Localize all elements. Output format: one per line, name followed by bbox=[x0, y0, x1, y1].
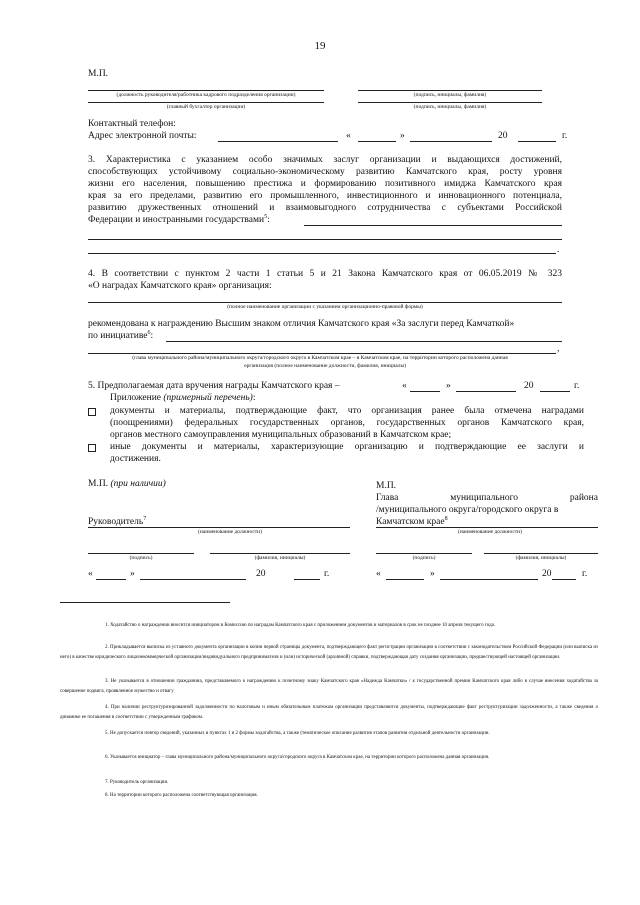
left-signature-field[interactable] bbox=[88, 553, 194, 554]
appendix-item-1-line-3: органов местного самоуправления муниципальных образований в Камчатском крае; bbox=[110, 430, 452, 440]
s5-day-field[interactable] bbox=[410, 391, 440, 392]
date-month-field[interactable] bbox=[410, 141, 492, 142]
right-date-day[interactable] bbox=[386, 579, 424, 580]
s5-year-suffix: г. bbox=[574, 381, 580, 391]
section4-line-1: 4. В соответствии с пунктом 2 части 1 статьи 5 и 21 Закона Камчатского края от 06.05.2019 № 323 bbox=[88, 269, 562, 279]
section3-period: . bbox=[557, 245, 560, 255]
checkbox-item-2[interactable] bbox=[88, 444, 96, 452]
accountant-line bbox=[88, 102, 324, 103]
s5-quote-open: « bbox=[402, 381, 407, 391]
right-signature-field[interactable] bbox=[376, 553, 472, 554]
right-position-caption: (наименование должности) bbox=[458, 529, 522, 535]
section3-line-1: 3. Характеристика с указанием особо значимых заслуг организации и выдающихся достижений, bbox=[88, 155, 562, 165]
footnote-1: 1. Ходатайство о награждении вносится инициатором в Комиссию по наградам Камчатского края с приложением документов и материалов в срок не позднее 10 апреля текущего года. bbox=[105, 623, 496, 628]
footnote-5: 5. Не допускается повтор сведений, указанных в пунктах 1 и 2 формы ходатайства, а также (тематическое описание развития этапов развития отдельной деятельности организации. bbox=[105, 731, 490, 736]
signature-line bbox=[358, 90, 542, 91]
left-position-caption: (наименование должности) bbox=[198, 529, 262, 535]
appendix-heading: Приложение (примерный перечень): bbox=[110, 393, 256, 403]
initiative-label: по инициативе$^6$: bbox=[88, 329, 154, 341]
left-date-month[interactable] bbox=[140, 579, 246, 580]
org-name-caption: (полное наименование организации с указанием организационно-правовой формы) bbox=[227, 304, 423, 310]
initiative-field-2[interactable] bbox=[88, 353, 556, 354]
left-date-suffix: г. bbox=[324, 569, 330, 579]
date-quote-close: » bbox=[400, 131, 405, 141]
footnote-3: 3. Не указывается в отношении гражданина, представляемого к награждению к почетному знаку Камчатского края «Надежда Камчатки» / к государственной премии Камчатского края либо в случае внесения ходатайства за совершение подвига, проявленное мужество и отвагу bbox=[60, 679, 598, 694]
section3-field-2[interactable] bbox=[88, 239, 562, 240]
right-date-year: 20 bbox=[542, 569, 552, 579]
right-date-month[interactable] bbox=[440, 579, 538, 580]
accountant-signature-caption: (подпись, инициалы, фамилия) bbox=[413, 104, 487, 110]
accountant-signature-line bbox=[358, 102, 542, 103]
date-quote-open: « bbox=[346, 131, 351, 141]
accountant-caption: (главный бухгалтер организации) bbox=[166, 104, 246, 110]
s5-month-field[interactable] bbox=[456, 391, 516, 392]
signature-caption: (подпись, инициалы, фамилия) bbox=[413, 92, 487, 98]
appendix-item-1-line-1: документы и материалы, подтверждающие факт, что организация ранее была отмечена наградами bbox=[110, 406, 584, 416]
right-surname-caption: (фамилия, инициалы) bbox=[515, 555, 567, 561]
right-date-suffix: г. bbox=[582, 569, 588, 579]
head-title-line-2: /муниципального округа/городского округа в bbox=[376, 505, 559, 515]
footnote-7: 7. Руководитель организации. bbox=[105, 780, 169, 785]
section3-line-2: способствующих устойчивому социально-экономическому развитию Камчатского края, росту уровня bbox=[88, 167, 562, 177]
footnote-2: 2. Прикладывается выписка из уставного документа организации в копии первой страницы документа, подтверждающего факт регистрации организации в соответствии с законодательством Российской Федерации (или выписка из него) в качестве юридического лица/некоммерческой организации/индивидуального предпринимателя и (или) исторической (архивной) справки, подтверждающая дату создания организации, предшествующей настоящей организации. bbox=[60, 645, 598, 660]
s5-year-label: 20 bbox=[524, 381, 534, 391]
right-signature-caption: (подпись) bbox=[412, 555, 436, 561]
left-date-year-field[interactable] bbox=[294, 579, 320, 580]
section3-line-5: развитию дружественных отношений и взаимовыгодного сотрудничества с субъектами Российской bbox=[88, 203, 562, 213]
email-label: Адрес электронной почты: bbox=[88, 131, 197, 141]
official-line bbox=[88, 90, 324, 91]
appendix-item-1-line-2: (поощрениями) федеральных государственных органов, государственных органов Камчатского края, bbox=[110, 418, 584, 428]
org-name-field[interactable] bbox=[88, 302, 562, 303]
initiative-comma: , bbox=[557, 344, 560, 354]
head-caption-1: (глава муниципального района/муниципального округа/городского округа в Камчатском крае – в Камчатском крае, на территории которого расположена данная bbox=[132, 355, 508, 361]
right-date-year-field[interactable] bbox=[552, 579, 576, 580]
left-stamp-label: М.П. (при наличии) bbox=[88, 479, 166, 489]
right-date-quote-open: « bbox=[376, 569, 381, 579]
section5-date-label: 5. Предполагаемая дата вручения награды Камчатского края – bbox=[88, 381, 340, 391]
head-title-line-3: Камчатском крае$^8$ bbox=[376, 515, 448, 527]
right-position-field[interactable] bbox=[376, 527, 598, 528]
section3-line-3: жизни его населения, повышению престижа и формированию позитивного имиджа Камчатского края bbox=[88, 179, 562, 189]
left-date-day[interactable] bbox=[96, 579, 126, 580]
right-stamp-label: М.П. bbox=[376, 481, 397, 491]
official-caption: (должность руководителя/работника кадрового подразделения организации) bbox=[116, 92, 296, 98]
date-year-field[interactable] bbox=[518, 141, 556, 142]
initiative-field[interactable] bbox=[166, 341, 562, 342]
left-surname-field[interactable] bbox=[210, 553, 350, 554]
s5-quote-close: » bbox=[446, 381, 451, 391]
right-surname-field[interactable] bbox=[484, 553, 598, 554]
left-position-field[interactable] bbox=[88, 527, 350, 528]
left-date-quote-close: » bbox=[130, 569, 135, 579]
date-year-suffix: г. bbox=[562, 131, 568, 141]
footnote-6: 6. Указывается инициатор – глава муниципального района/муниципального округа/городского округа в Камчатском крае, на территории которого расположена данная организация. bbox=[105, 755, 490, 760]
left-date-year: 20 bbox=[256, 569, 266, 579]
footnote-separator bbox=[60, 602, 230, 603]
left-surname-caption: (фамилия, инициалы) bbox=[254, 555, 306, 561]
s5-year-field[interactable] bbox=[540, 391, 570, 392]
left-date-quote-open: « bbox=[88, 569, 93, 579]
section4-line-2: «О наградах Камчатского края» организация: bbox=[88, 281, 272, 291]
checkbox-item-1[interactable] bbox=[88, 408, 96, 416]
appendix-item-2-line-1: иные документы и материалы, характеризующие организацию и подтверждающие ее заслуги и bbox=[110, 442, 584, 452]
footnote-4: 4. При наличии реструктуризированной задолженности по налоговым и иным обязательным платежам организации представляются документы, подтверждающие факт реструктуризации задолженности, а также сведения о динамике ее погашения в соответствии с утвержденным графиком. bbox=[60, 705, 598, 720]
section3-last-line: Федерации и иностранными государствами$^5$: bbox=[88, 213, 270, 225]
email-field[interactable] bbox=[218, 141, 338, 142]
right-date-quote-close: » bbox=[430, 569, 435, 579]
appendix-item-2-line-2: достижения. bbox=[110, 454, 161, 464]
section3-field-1[interactable] bbox=[304, 225, 562, 226]
leader-label: Руководитель$^7$ bbox=[88, 515, 147, 527]
recommended-text: рекомендована к награждению Высшим знаком отличия Камчатского края «За заслуги перед Камчаткой» bbox=[88, 319, 515, 329]
date-day-field[interactable] bbox=[358, 141, 396, 142]
section3-field-3[interactable] bbox=[88, 253, 556, 254]
section3-line-4: края за его пределами, развитию его промышленного, инвестиционного и инновационного потенциала, bbox=[88, 191, 562, 201]
head-title-line-1: Глава муниципального района bbox=[376, 493, 598, 503]
head-caption-2: организация (полное наименование должности, фамилия, инициалы) bbox=[243, 363, 407, 369]
stamp-label: М.П. bbox=[88, 69, 109, 79]
page-number: 19 bbox=[314, 40, 326, 52]
date-year-label: 20 bbox=[498, 131, 508, 141]
left-signature-caption: (подпись) bbox=[129, 555, 153, 561]
contact-phone-label: Контактный телефон: bbox=[88, 119, 176, 129]
footnote-8: 8. На территории которого расположена соответствующая организация. bbox=[105, 793, 258, 798]
